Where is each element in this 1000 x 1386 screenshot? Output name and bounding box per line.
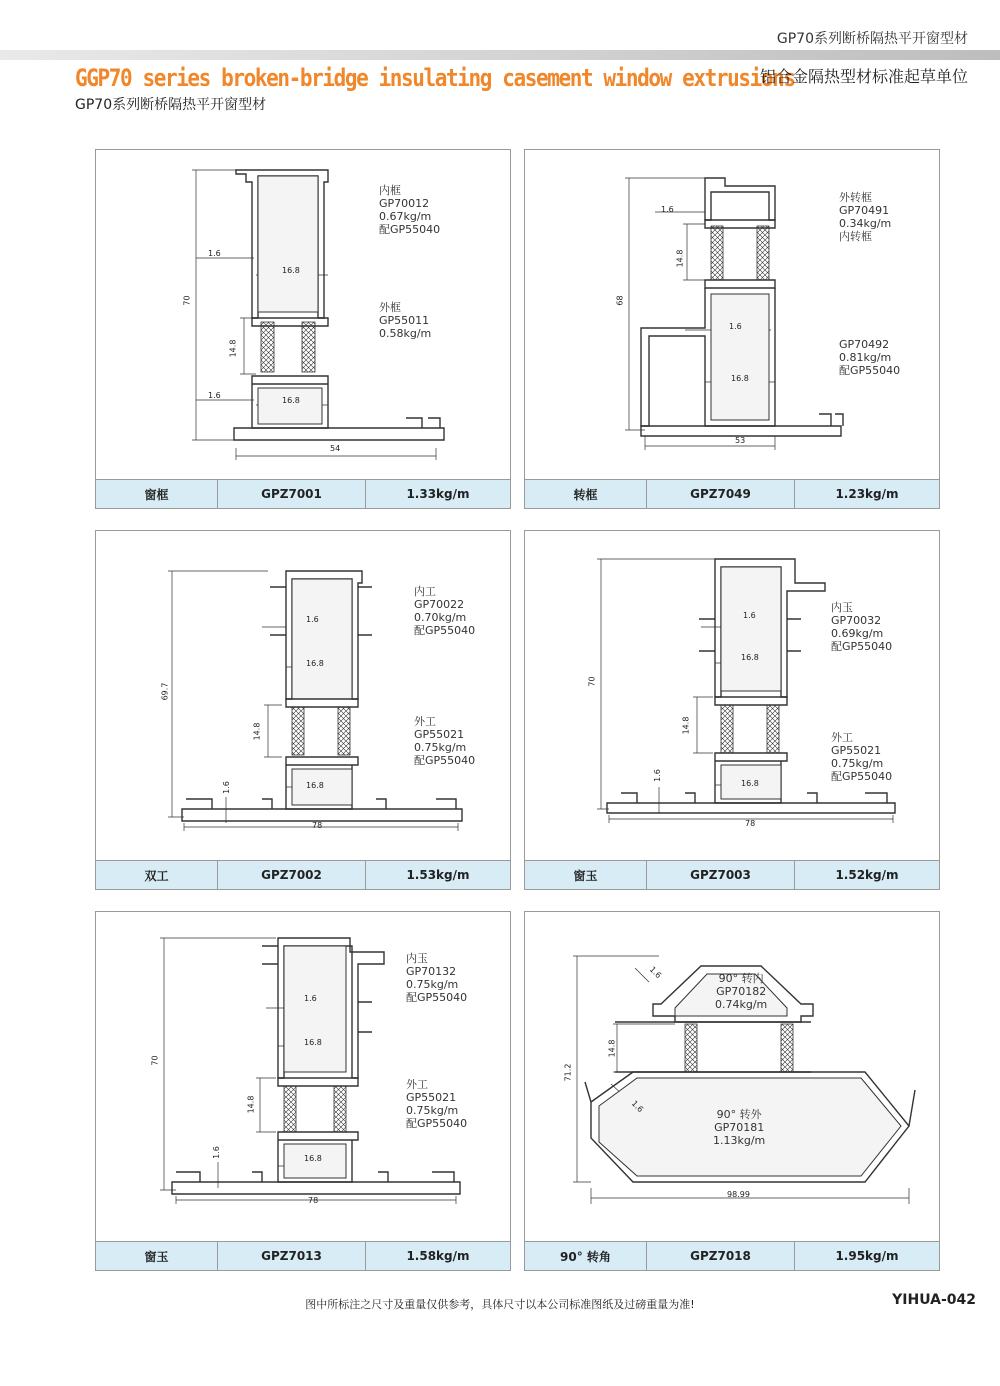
note-line: GP70182 xyxy=(716,985,767,998)
profile-name: 窗玉 xyxy=(525,861,647,889)
dim-wall-a: 1.6 xyxy=(208,249,221,258)
note-line: GP70032 xyxy=(831,614,882,627)
profile-weight: 1.58kg/m xyxy=(406,1249,470,1263)
dim-strip: 14.8 xyxy=(228,339,238,358)
dim-wall-a: 1.6 xyxy=(306,615,319,624)
profile-panel-gpz7018 xyxy=(524,911,940,1271)
dim-height: 71.2 xyxy=(563,1063,573,1082)
title-english: GGP70 series broken-bridge insulating casement window extrusions xyxy=(75,64,795,92)
dim-height: 70 xyxy=(587,676,597,687)
note-line: 0.74kg/m xyxy=(715,998,768,1011)
note-line: 外工 xyxy=(831,731,853,744)
note-line: GP70181 xyxy=(714,1121,765,1134)
note-line: GP70022 xyxy=(414,598,465,611)
profile-code: GPZ7002 xyxy=(218,861,366,889)
dim-strip: 14.8 xyxy=(607,1039,617,1058)
dim-cavity-b: 16.8 xyxy=(304,1154,322,1163)
note-line: 配GP55040 xyxy=(379,223,441,236)
notes-inner-profile xyxy=(406,952,467,1004)
note-line: 0.67kg/m xyxy=(379,210,432,223)
dim-cavity-a: 16.8 xyxy=(304,1038,322,1047)
dim-height: 70 xyxy=(150,1055,160,1066)
dim-wall-b: 1.6 xyxy=(208,391,221,400)
profile-name: 双工 xyxy=(96,861,218,889)
notes-inner-profile xyxy=(414,585,475,637)
header-drafting-unit: 铝合金隔热型材标准起草单位 xyxy=(759,67,968,86)
note-line: 内玉 xyxy=(831,601,853,614)
profile-weight: 1.52kg/m xyxy=(835,868,899,882)
dim-wall-a: 1.6 xyxy=(661,205,674,214)
note-line: 内工 xyxy=(414,585,436,598)
note-line: 配GP55040 xyxy=(406,991,468,1004)
profile-weight: 1.95kg/m xyxy=(835,1249,899,1263)
dim-cavity-b: 16.8 xyxy=(306,781,324,790)
profile-code: GPZ7001 xyxy=(218,480,366,508)
notes-inner-profile xyxy=(839,191,891,243)
spec-row xyxy=(96,1241,510,1270)
notes-outer-profile xyxy=(406,1078,467,1130)
profile-panel-gpz7001 xyxy=(95,149,511,509)
note-line: GP70492 xyxy=(839,338,890,351)
note-line: GP55011 xyxy=(379,314,430,327)
dim-strip: 14.8 xyxy=(681,716,691,735)
note-line: 内框 xyxy=(379,184,401,197)
profile-weight: 1.33kg/m xyxy=(406,487,470,501)
note-line: GP55021 xyxy=(831,744,882,757)
note-line: 外工 xyxy=(406,1078,428,1091)
dim-cavity-a: 16.8 xyxy=(282,266,300,275)
profile-panel-gpz7002 xyxy=(95,530,511,890)
notes-outer-profile xyxy=(379,301,431,340)
note-line: GP70491 xyxy=(839,204,890,217)
dim-height: 70 xyxy=(182,295,192,306)
title-chinese: GP70系列断桥隔热平开窗型材 xyxy=(75,97,267,113)
profile-panel-gpz7013 xyxy=(95,911,511,1271)
note-line: 配GP55040 xyxy=(831,770,893,783)
dim-height: 69.7 xyxy=(160,682,170,701)
spec-row xyxy=(525,479,939,508)
profile-code: GPZ7018 xyxy=(647,1242,795,1270)
dim-width: 78 xyxy=(312,821,323,830)
disclaimer-note: 图中所标注之尺寸及重量仅供参考，具体尺寸以本公司标准图纸及过磅重量为准! xyxy=(305,1298,695,1311)
spec-row xyxy=(96,479,510,508)
profile-drawing xyxy=(96,531,510,861)
note-line: GP70012 xyxy=(379,197,430,210)
dim-width: 53 xyxy=(735,436,746,445)
profile-weight: 1.53kg/m xyxy=(406,868,470,882)
dim-strip: 14.8 xyxy=(246,1095,256,1114)
note-line: 0.81kg/m xyxy=(839,351,892,364)
note-line: 0.75kg/m xyxy=(406,1104,459,1117)
notes-inner-profile xyxy=(831,601,892,653)
header-series-label: GP70系列断桥隔热平开窗型材 xyxy=(776,31,968,47)
profile-weight: 1.23kg/m xyxy=(835,487,899,501)
note-line: 0.70kg/m xyxy=(414,611,467,624)
note-line: 0.75kg/m xyxy=(414,741,467,754)
profile-code: GPZ7049 xyxy=(647,480,795,508)
dim-wall-b: 1.6 xyxy=(629,1098,646,1115)
dim-width: 54 xyxy=(330,444,341,453)
note-line: GP55021 xyxy=(414,728,465,741)
note-line: 配GP55040 xyxy=(831,640,893,653)
profile-code: GPZ7013 xyxy=(218,1242,366,1270)
profile-name: 90° 转角 xyxy=(525,1242,647,1270)
dim-wall-a: 1.6 xyxy=(743,611,756,620)
dim-cavity-a: 16.8 xyxy=(731,374,749,383)
dim-width: 78 xyxy=(745,819,756,828)
notes-inner-profile xyxy=(715,972,767,1011)
dim-cavity-b: 16.8 xyxy=(282,396,300,405)
dim-wall-b: 1.6 xyxy=(211,1146,221,1159)
note-line: 0.69kg/m xyxy=(831,627,884,640)
notes-outer-profile xyxy=(839,338,900,377)
profile-name: 窗框 xyxy=(96,480,218,508)
dim-wall-a: 1.6 xyxy=(647,964,664,981)
note-line: 配GP55040 xyxy=(839,364,901,377)
profile-panel-gpz7049 xyxy=(524,149,940,509)
profile-drawing xyxy=(96,150,510,480)
dim-cavity-a: 16.8 xyxy=(306,659,324,668)
note-line: 1.13kg/m xyxy=(713,1134,766,1147)
note-line: 0.75kg/m xyxy=(406,978,459,991)
dim-width: 98.99 xyxy=(727,1190,750,1199)
note-line: 90° 转内 xyxy=(718,972,764,985)
note-line: GP55021 xyxy=(406,1091,457,1104)
note-line: 配GP55040 xyxy=(414,754,476,767)
dim-wall-b: 1.6 xyxy=(652,769,662,782)
notes-outer-profile xyxy=(713,1108,765,1147)
note-line: 配GP55040 xyxy=(414,624,476,637)
note-line: 内转框 xyxy=(839,230,872,243)
page-number: YIHUA-042 xyxy=(892,1292,976,1308)
dim-height: 68 xyxy=(615,295,625,306)
note-line: 0.58kg/m xyxy=(379,327,432,340)
profile-drawing xyxy=(525,531,939,861)
dim-wall-b: 1.6 xyxy=(221,781,231,794)
note-line: 外工 xyxy=(414,715,436,728)
spec-row xyxy=(96,860,510,889)
profile-name: 转框 xyxy=(525,480,647,508)
dim-wall-b: 1.6 xyxy=(729,322,742,331)
spec-row xyxy=(525,860,939,889)
notes-inner-profile xyxy=(379,184,440,236)
note-line: 0.34kg/m xyxy=(839,217,892,230)
profile-code: GPZ7003 xyxy=(647,861,795,889)
profile-name: 窗玉 xyxy=(96,1242,218,1270)
dim-strip: 14.8 xyxy=(252,722,262,741)
dim-strip: 14.8 xyxy=(675,249,685,268)
note-line: 内玉 xyxy=(406,952,428,965)
spec-row xyxy=(525,1241,939,1270)
dim-cavity-b: 16.8 xyxy=(741,779,759,788)
notes-outer-profile xyxy=(414,715,475,767)
note-line: GP70132 xyxy=(406,965,457,978)
note-line: 90° 转外 xyxy=(716,1108,762,1121)
dim-wall-a: 1.6 xyxy=(304,994,317,1003)
header-bar xyxy=(0,50,1000,60)
note-line: 配GP55040 xyxy=(406,1117,468,1130)
note-line: 外框 xyxy=(379,301,401,314)
notes-outer-profile xyxy=(831,731,892,783)
dim-cavity-a: 16.8 xyxy=(741,653,759,662)
profile-panel-gpz7003 xyxy=(524,530,940,890)
note-line: 0.75kg/m xyxy=(831,757,884,770)
note-line: 外转框 xyxy=(839,191,872,204)
dim-width: 78 xyxy=(308,1196,319,1205)
